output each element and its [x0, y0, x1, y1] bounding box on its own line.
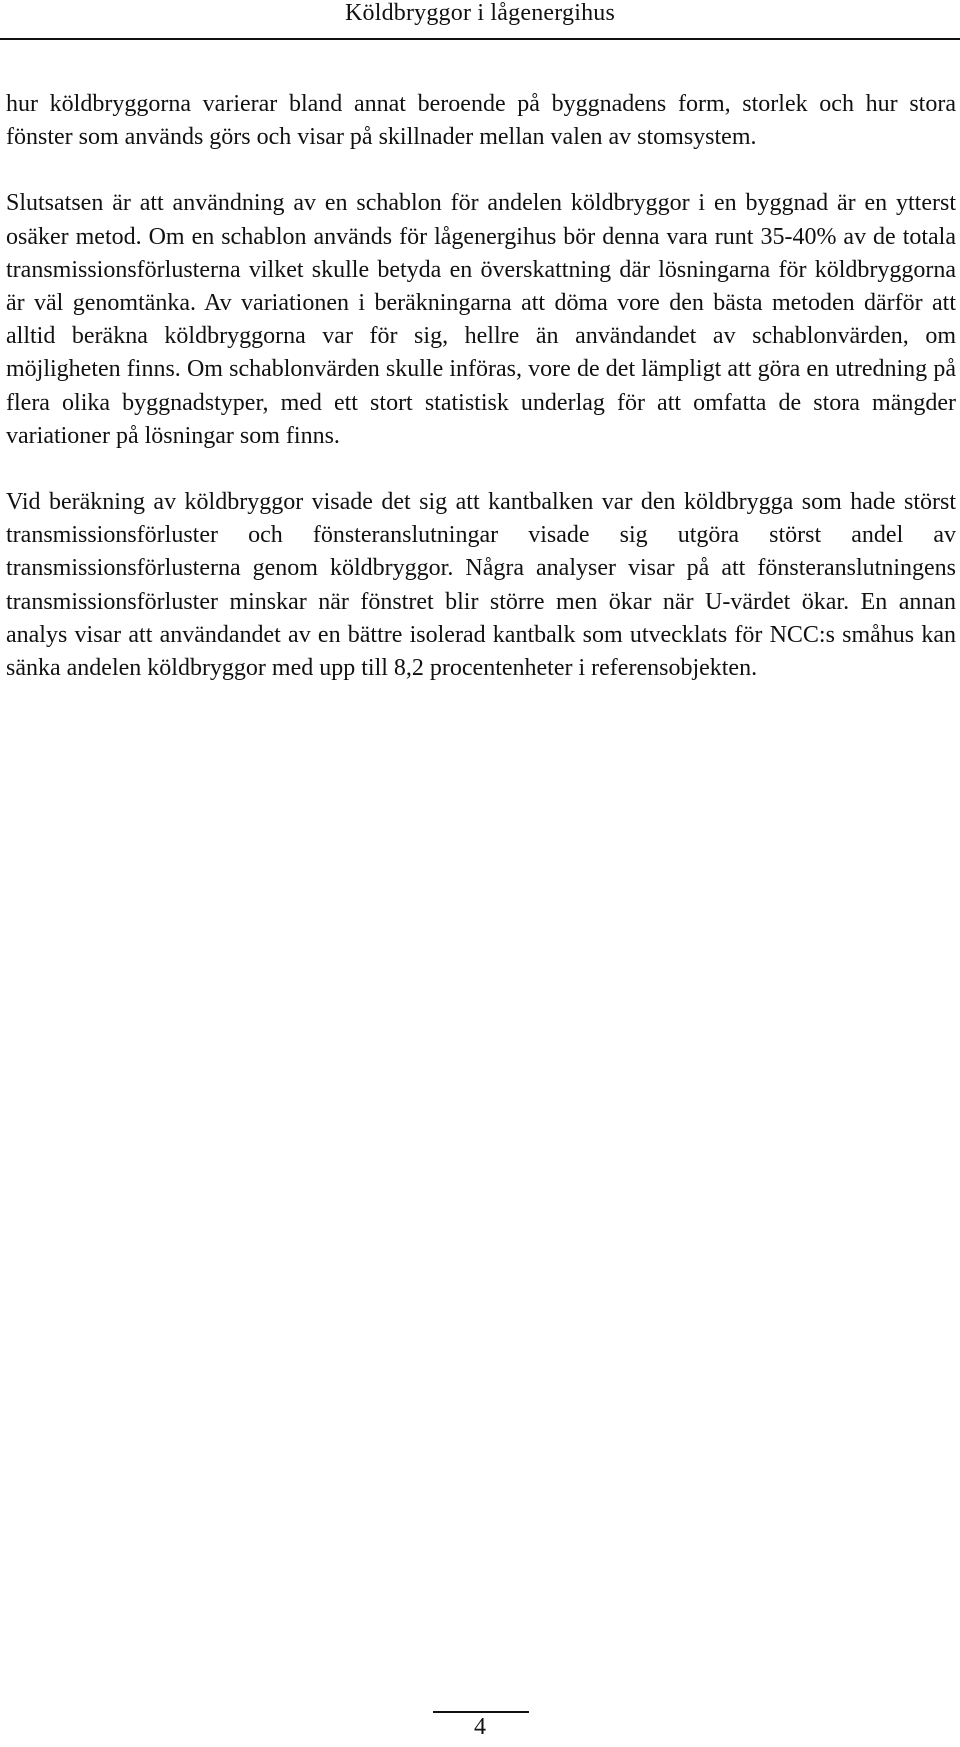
page-number: 4	[474, 1714, 486, 1740]
paragraph-1: hur köldbryggorna varierar bland annat beroende på byggnadens form, storlek och hur stora fönster som används görs och visar på skillnader mellan valen av stomsystem.	[6, 91, 956, 151]
header-rule	[0, 38, 960, 40]
body-text	[6, 88, 956, 685]
paragraph-2: Slutsatsen är att användning av en schablon för andelen köldbryggor i en byggnad är en ytterst osäker metod. Om en schablon används för lågenergihus bör denna vara runt 35-40% av de totala transmissionsförlusterna vilket skulle betyda en överskattning där lösningarna för köldbryggorna är väl genomtänka. Av variationen i beräkningarna att döma vore den bästa metoden därför att alltid beräkna köldbryggorna var för sig, hellre än användandet av schablonvärden, om möjligheten finns. Om schablonvärden skulle införas, vore de det lämpligt att göra en utredning på flera olika byggnadstyper, med ett stort statistisk underlag för att omfatta de stora mängder variationer på lösningar som finns.	[6, 190, 956, 449]
paragraph-3: Vid beräkning av köldbryggor visade det sig att kantbalken var den köldbrygga som hade störst transmissionsförluster och fönsteranslutningar visade sig utgöra störst andel av transmissionsförlusterna genom köldbryggor. Några analyser visar på att fönsteranslutningens transmissionsförluster minskar när fönstret blir större men ökar när U-värdet ökar. En annan analys visar att användandet av en bättre isolerad kantbalk som utvecklats för NCC:s småhus kan sänka andelen köldbryggor med upp till 8,2 procentenheter i referensobjekten.	[6, 489, 956, 682]
running-header: Köldbryggor i lågenergihus	[344, 0, 616, 26]
